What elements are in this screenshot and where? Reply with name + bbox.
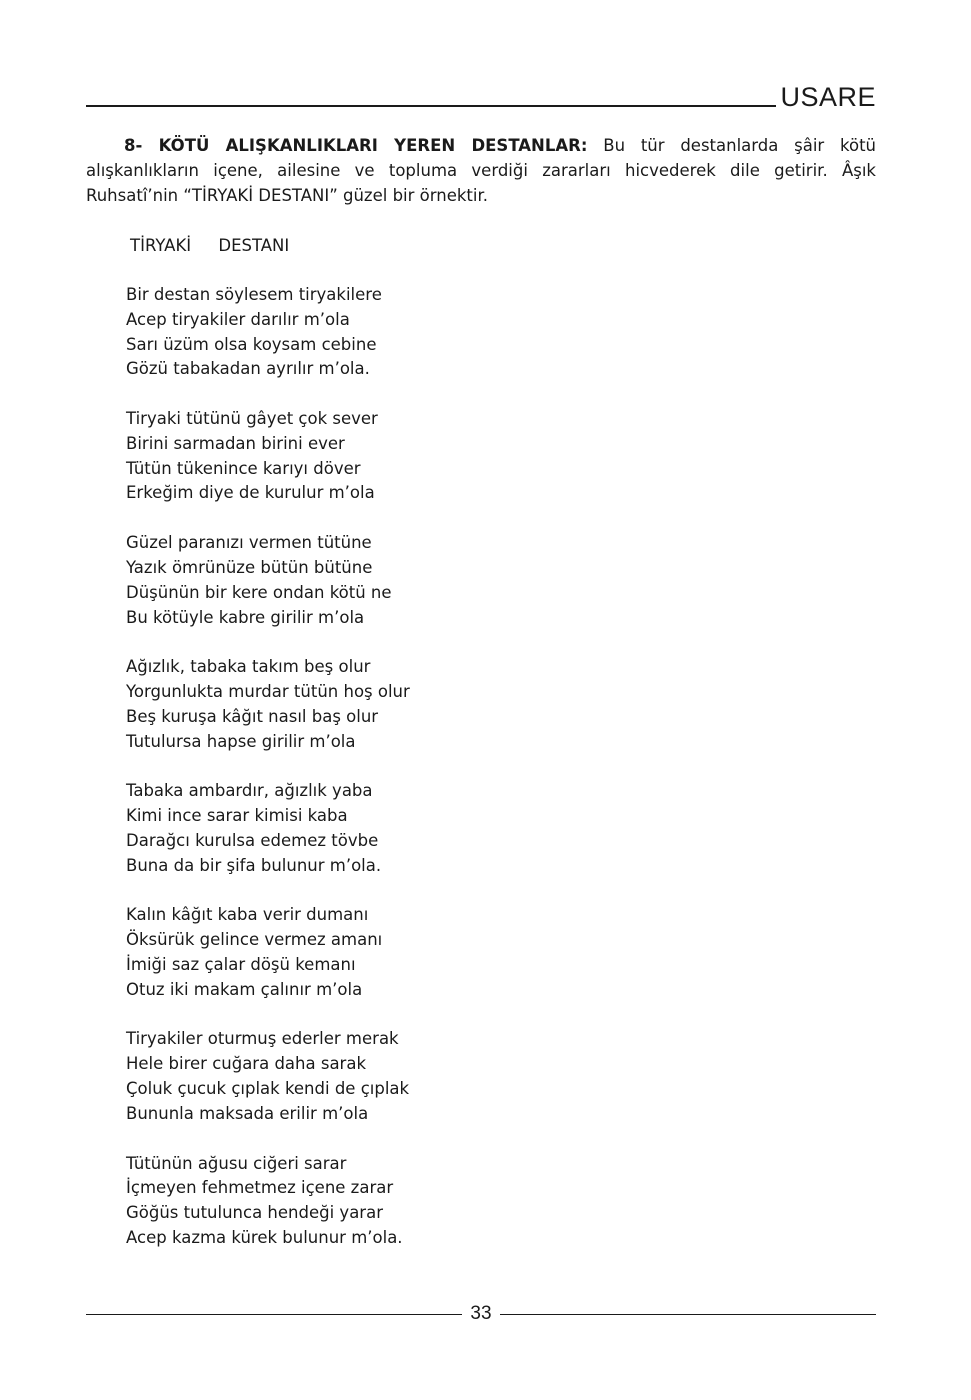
footer-rule-right xyxy=(500,1314,876,1315)
verse-line: Öksürük gelince vermez amanı xyxy=(126,930,383,950)
verse-line: Düşünün bir kere ondan kötü ne xyxy=(126,582,392,602)
section-heading: 8- KÖTÜ ALIŞKANLIKLARI YEREN DESTANLAR: xyxy=(124,136,588,155)
verse-line: Bununla maksada erilir m’ola xyxy=(126,1103,369,1123)
verse-line: Yorgunlukta murdar tütün hoş olur xyxy=(126,682,410,702)
verse-line: İmiği saz çalar döşü kemanı xyxy=(126,954,356,974)
verse-line: Acep tiryakiler darılır m’ola xyxy=(126,309,350,329)
verse-line: İçmeyen fehmetmez içene zarar xyxy=(126,1178,394,1198)
stanza xyxy=(126,407,410,506)
verse-line: Bu kötüyle kabre girilir m’ola xyxy=(126,607,365,627)
verse-line: Tabaka ambardır, ağızlık yaba xyxy=(126,781,373,801)
intro-text: Bu tür destanlarda şâir kötü alışkanlıkların içene, ailesine ve topluma verdiği zararları hicvederek dile getirir. Âşık Ruhsatî’nin “TİRYAKİ DESTANI” güzel bir örnektir. xyxy=(86,136,876,205)
verse-line: Tutulursa hapse girilir m’ola xyxy=(126,731,356,751)
verse-line: Acep kazma kürek bulunur m’ola. xyxy=(126,1227,403,1247)
verse-line: Göğüs tutulunca hendeği yarar xyxy=(126,1203,383,1223)
verse-line: Otuz iki makam çalınır m’ola xyxy=(126,979,363,999)
page-footer xyxy=(86,1302,876,1326)
verse-line: Sarı üzüm olsa koysam cebine xyxy=(126,334,377,354)
verse-line: Gözü tabakadan ayrılır m’ola. xyxy=(126,359,370,379)
verse-line: Birini sarmadan birini ever xyxy=(126,433,345,453)
stanza xyxy=(126,903,410,1002)
stanza xyxy=(126,283,410,382)
verse-line: Ağızlık, tabaka takım beş olur xyxy=(126,657,371,677)
journal-name: USARE xyxy=(780,82,876,112)
stanza xyxy=(126,531,410,630)
verse-line: Kimi ince sarar kimisi kaba xyxy=(126,806,348,826)
verse-line: Tütün tükenince karıyı döver xyxy=(126,458,361,478)
verse-line: Tiryaki tütünü gâyet çok sever xyxy=(126,409,378,429)
stanza xyxy=(126,1027,410,1126)
verse-line: Buna da bir şifa bulunur m’ola. xyxy=(126,855,382,875)
verse-line: Güzel paranızı vermen tütüne xyxy=(126,533,372,553)
page-header xyxy=(86,82,876,112)
verse-line: Beş kuruşa kâğıt nasıl baş olur xyxy=(126,706,379,726)
verse-line: Tütünün ağusu ciğeri sarar xyxy=(126,1153,347,1173)
verse-line: Darağcı kurulsa edemez tövbe xyxy=(126,830,379,850)
poem-body xyxy=(126,283,410,1276)
intro-paragraph xyxy=(86,133,876,208)
verse-line: Bir destan söylesem tiryakilere xyxy=(126,285,382,304)
verse-line: Yazık ömrünüze bütün bütüne xyxy=(126,557,373,577)
page-number: 33 xyxy=(470,1303,492,1324)
verse-line: Kalın kâğıt kaba verir dumanı xyxy=(126,905,369,925)
stanza xyxy=(126,779,410,878)
verse-line: Hele birer cuğara daha sarak xyxy=(126,1054,367,1074)
verse-line: Çoluk çucuk çıplak kendi de çıplak xyxy=(126,1079,410,1099)
stanza xyxy=(126,655,410,754)
stanza xyxy=(126,1152,410,1251)
header-rule xyxy=(86,105,776,107)
verse-line: Erkeğim diye de kurulur m’ola xyxy=(126,483,375,503)
verse-line: Tiryakiler oturmuş ederler merak xyxy=(126,1029,399,1049)
poem-title: TİRYAKİ DESTANI xyxy=(130,236,290,255)
